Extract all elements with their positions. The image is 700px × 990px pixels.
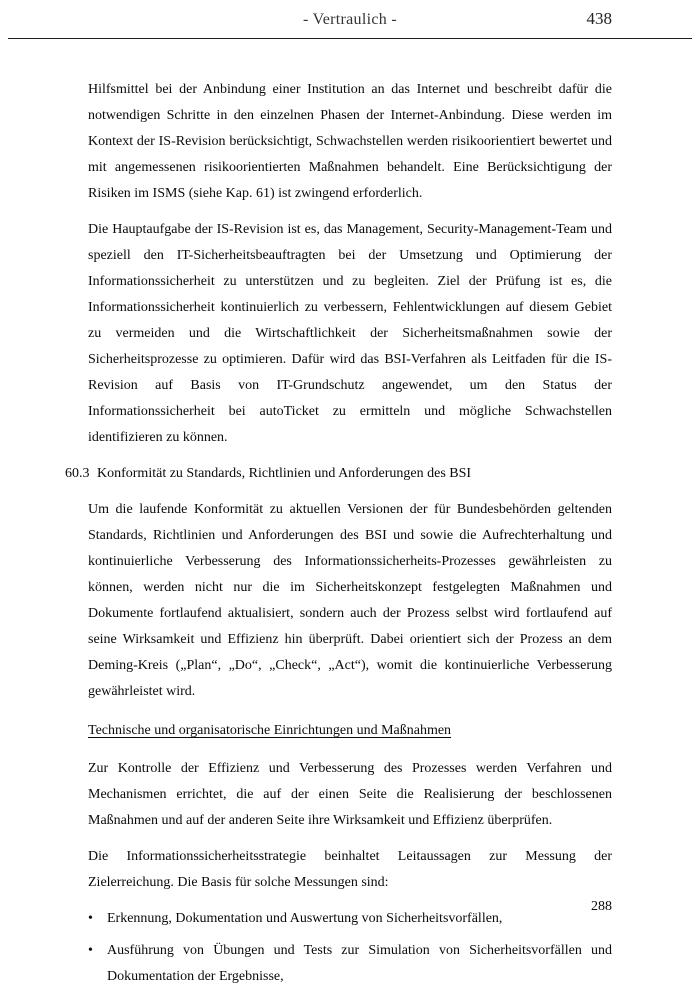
- header-page-number: 438: [586, 9, 612, 28]
- page-header: [8, 0, 692, 39]
- bullet-item-erkennung: [88, 906, 612, 932]
- bullet-icon: •: [88, 911, 93, 926]
- paragraph-leitaussagen: Die Informationssicherheitsstrategie beinhaltet Leitaussagen zur Messung der Zielerreichung. Die Basis für solche Messungen sind:: [88, 849, 612, 890]
- paragraph-internet-anbindung: Hilfsmittel bei der Anbindung einer Institution an das Internet und beschreibt dafür die notwendigen Schritte in den einzelnen Phasen der Internet-Anbindung. Diese werden im Kontext der IS-Revision berücksichtigt, Schwachstellen werden risikoorientiert bewertet und mit angemessenen risikoorientierten Maßnahmen behandelt. Eine Berücksichtigung der Risiken im ISMS (siehe Kap. 61) ist zwingend erforderlich.: [88, 82, 612, 201]
- subsection-heading-text: Technische und organisatorische Einrichtungen und Maßnahmen: [88, 723, 452, 738]
- bullet-item-ausfuehrung: [88, 938, 612, 990]
- footer-page-number: 288: [591, 899, 612, 914]
- section-number: 60.3: [65, 466, 90, 481]
- paragraph-hauptaufgabe-is-revision: Die Hauptaufgabe der IS-Revision ist es, das Management, Security-Management-Team und speziell den IT-Sicherheitsbeauftragten bei der Umsetzung und Optimierung der Informationssicherheit zu unterstützen und zu begleiten. Ziel der Prüfung ist es, die Informationssicherheit kontinuierlich zu verbessern, Fehlentwicklungen auf diesem Gebiet zu vermeiden und die Wirtschaftlichkeit der Sicherheitsmaßnahmen sowie der Sicherheitsprozesse zu optimieren. Dafür wird das BSI-Verfahren als Leitfaden für die IS-Revision auf Basis von IT-Grundschutz angewendet, um den Status der Informationssicherheit bei autoTicket zu ermitteln und mögliche Schwachstellen identifizieren zu können.: [88, 222, 612, 445]
- bullet-text: Erkennung, Dokumentation und Auswertung von Sicherheitsvorfällen,: [107, 911, 503, 926]
- section-heading-60-3: [65, 461, 612, 487]
- section-title: Konformität zu Standards, Richtlinien und Anforderungen des BSI: [97, 466, 472, 481]
- document-body: [65, 77, 612, 990]
- bullet-icon: •: [88, 943, 93, 958]
- bullet-list: [88, 906, 612, 990]
- classification-label: - Vertraulich -: [303, 11, 397, 28]
- subsection-heading: [88, 718, 612, 744]
- paragraph-konformitaet: Um die laufende Konformität zu aktuellen Versionen der für Bundesbehörden geltenden Standards, Richtlinien und Anforderungen des BSI und sowie die Aufrechterhaltung und kontinuierliche Verbesserung des Informationssicherheits-Prozesses gewährleisten zu können, werden nicht nur die im Sicherheitskonzept festgelegten Maßnahmen und Dokumente fortlaufend aktualisiert, sondern auch der Prozess selbst wird fortlaufend auf seine Wirksamkeit und Effizienz hin überprüft. Dabei orientiert sich der Prozess an dem Deming-Kreis („Plan“, „Do“, „Check“, „Act“), womit die kontinuierliche Verbesserung gewährleistet wird.: [88, 502, 612, 699]
- page-footer: [591, 899, 612, 915]
- bullet-text: Ausführung von Übungen und Tests zur Simulation von Sicherheitsvorfällen und Dokumentation der Ergebnisse,: [107, 943, 612, 984]
- paragraph-kontrolle-effizienz: Zur Kontrolle der Effizienz und Verbesserung des Prozesses werden Verfahren und Mechanismen errichtet, die auf der einen Seite die Realisierung der beschlossenen Maßnahmen und auf der anderen Seite ihre Wirksamkeit und Effizienz überprüfen.: [88, 761, 612, 828]
